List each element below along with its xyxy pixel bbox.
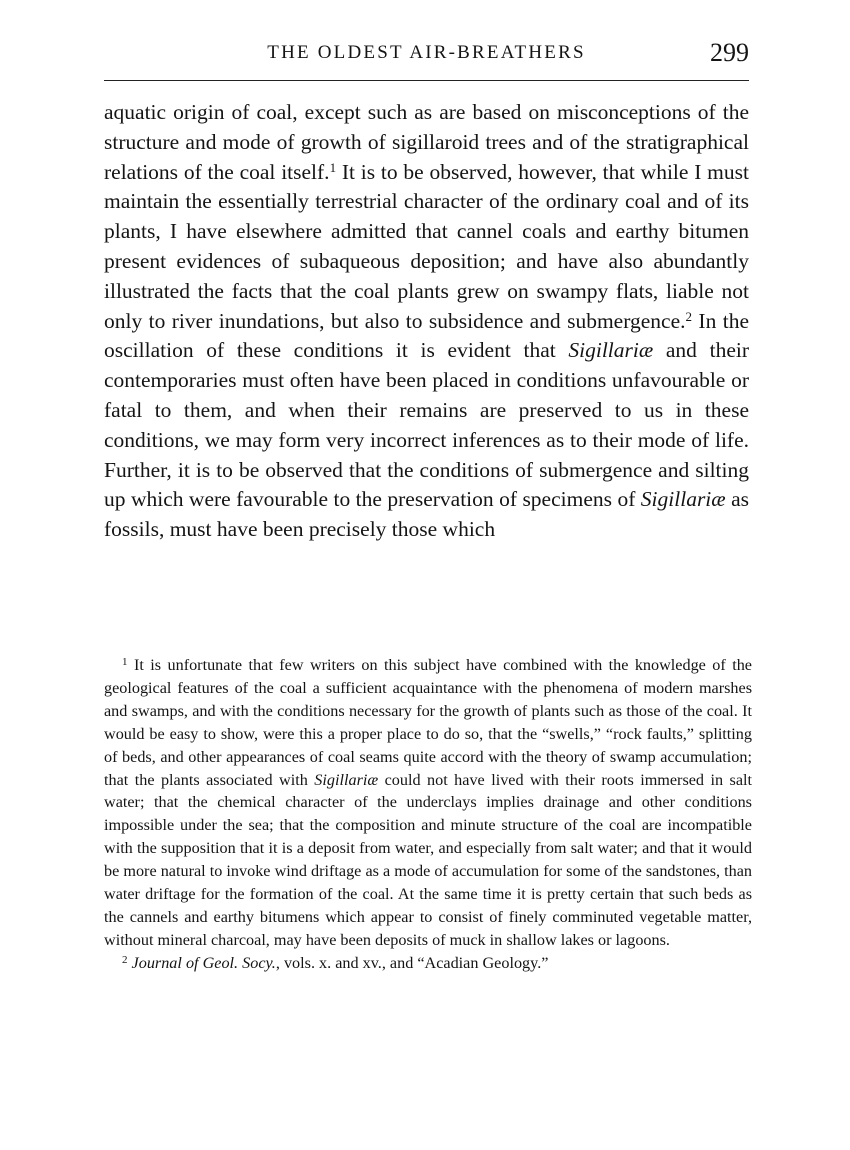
footnotes	[104, 654, 752, 975]
italic-genus-name: Sigillariæ	[640, 487, 726, 512]
body-text-segment: and their contemporaries must often have been placed in conditions unfavourable or fatal to them, and when their remains are preserved to us in these conditions, we may form very incorrect inferences as to their mode of life. Further, it is to be observed that the conditions of submergence and silting up which were favourable to the preservation of specimens of	[104, 338, 749, 512]
header-rule	[104, 80, 749, 81]
footnote-text: could not have lived with their roots immersed in salt water; that the chemical character of the underclays implies drainage and other conditions impossible under the sea; that the composition and minute structure of the coal are incompatible with the supposition that it is a deposit from water, and especially from salt water; and that it would be more natural to invoke wind driftage as a mode of accumulation for some of the sandstones, than water driftage for the formation of the coal. At the same time it is pretty certain that such beds as the cannels and earthy bitumens which appear to consist of finely comminuted vegetable matter, without mineral charcoal, may have been deposits of muck in shallow lakes or lagoons.	[104, 770, 753, 949]
italic-genus-name: Sigillariæ	[314, 770, 379, 789]
footnote-marker: 2	[122, 953, 128, 966]
journal-title: Journal of Geol. Socy.	[131, 953, 276, 972]
running-title: THE OLDEST AIR-BREATHERS	[267, 42, 586, 63]
page-number: 299	[710, 38, 749, 67]
body-text-segment: It is to be observed, however, that while I must maintain the essentially terrestrial character of the ordinary coal and of its plants, I have elsewhere admitted that cannel coals and earthy bitumen present evidences of subaqueous deposition; and have also abundantly illustrated the facts that the coal plants grew on swampy flats, liable not only to river inundations, but also to subsidence and submergence.	[104, 159, 749, 333]
body-text-segment: as fossils, must have been precisely those which	[104, 487, 749, 542]
footnote-text: It is unfortunate that few writers on this subject have combined with the knowledge of the geological features of the coal a sufficient acquaintance with the phenomena of modern marshes and swamps, and with the conditions necessary for the growth of plants such as those of the coal. It would be easy to show, were this a proper place to do so, that the “swells,” “rock faults,” splitting of beds, and other appearances of coal seams quite accord with the theory of swamp accumulation; that the plants associated with	[104, 656, 752, 789]
footnote-2	[104, 952, 752, 975]
body-text-segment: In the oscillation of these conditions it is evident that	[104, 308, 749, 363]
italic-genus-name: Sigillariæ	[568, 338, 654, 363]
footnote-ref-2: 2	[685, 308, 692, 324]
body-text-segment: aquatic origin of coal, except such as are based on misconceptions of the structure and mode of growth of sigillaroid trees and of the stratigraphical relations of the coal itself.	[104, 100, 749, 184]
footnote-marker: 1	[122, 656, 128, 668]
footnote-text: , vols. x. and xv., and “Acadian Geology.”	[275, 953, 549, 972]
footnote-1	[104, 654, 752, 952]
page-header	[104, 38, 749, 72]
footnote-ref-1: 1	[329, 159, 337, 175]
body-paragraph	[104, 98, 749, 545]
